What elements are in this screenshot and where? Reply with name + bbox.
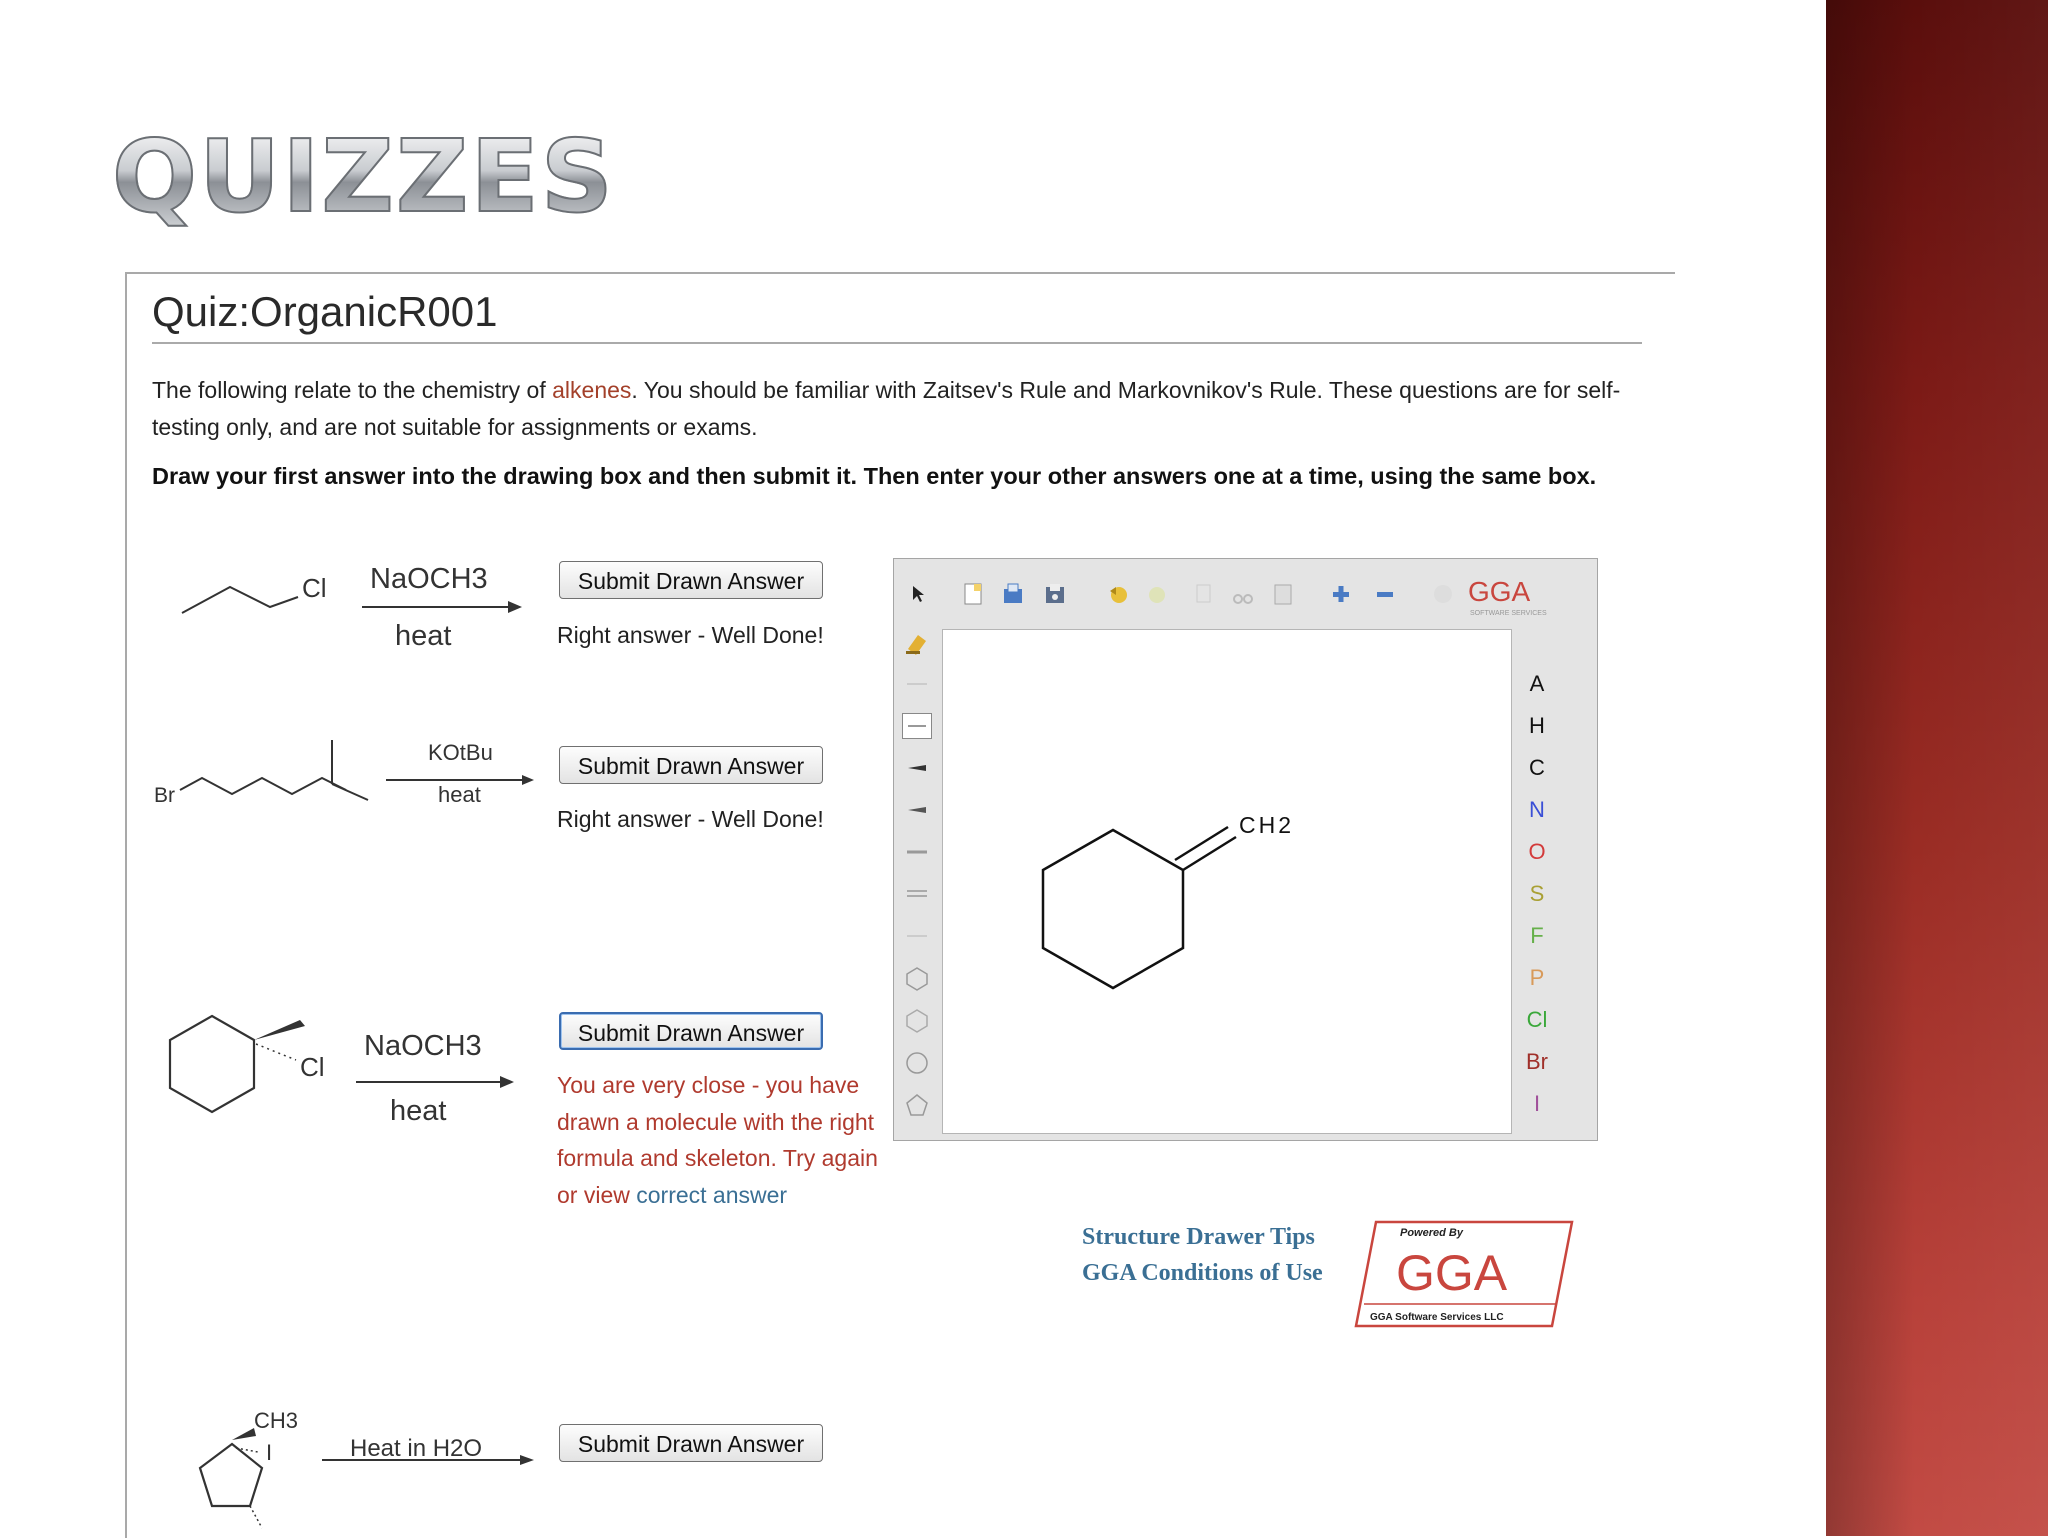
powered-by-text: Powered By — [1400, 1227, 1463, 1239]
drawing-canvas[interactable] — [942, 629, 1512, 1134]
question-4-reagent: Heat in H2O — [350, 1435, 483, 1462]
intro-text-after: . You should be familiar with Zaitsev's Rule and Markovnikov's Rule. These questions are for self-testing only, and are not suitable for assignments or exams. — [152, 377, 1621, 440]
eraser-icon[interactable] — [902, 629, 932, 655]
alkenes-link[interactable]: alkenes — [552, 377, 632, 403]
question-2-reaction — [150, 730, 540, 830]
question-2-condition: heat — [438, 782, 481, 807]
question-4-substituent: I — [266, 1440, 273, 1465]
copy-icon[interactable] — [1190, 581, 1216, 607]
save-file-icon[interactable] — [1042, 581, 1068, 607]
question-1-substituent: Cl — [302, 573, 327, 603]
powered-company-text: GGA Software Services LLC — [1370, 1312, 1504, 1323]
cyclohexane-template-icon[interactable] — [902, 1007, 932, 1033]
question-2-substituent: Br — [154, 784, 175, 807]
quiz-heading: Quiz:OrganicR001 — [152, 288, 498, 335]
structure-drawer-tips-link[interactable]: Structure Drawer Tips — [1082, 1224, 1315, 1250]
question-1-result: Right answer - Well Done! — [557, 622, 824, 648]
single-bond-tool-icon[interactable] — [902, 671, 932, 697]
cut-icon[interactable] — [1230, 581, 1256, 607]
powered-by-gga-logo — [1356, 1220, 1576, 1328]
redo-icon[interactable] — [1144, 581, 1170, 607]
gga-logo-subtitle: SOFTWARE SERVICES — [1470, 610, 1547, 617]
help-icon[interactable] — [1430, 581, 1456, 607]
submit-drawn-answer-button-2[interactable]: Submit Drawn Answer — [559, 746, 823, 784]
gga-logo-text: GGA — [1468, 576, 1531, 607]
element-button-p[interactable]: P — [1529, 965, 1545, 990]
question-3-condition: heat — [390, 1095, 447, 1127]
element-button-br[interactable]: Br — [1526, 1049, 1548, 1074]
zoom-in-icon[interactable] — [1328, 581, 1354, 607]
element-button-f[interactable]: F — [1530, 923, 1544, 948]
element-button-cl[interactable]: Cl — [1526, 1007, 1548, 1032]
submit-drawn-answer-button-1[interactable]: Submit Drawn Answer — [559, 561, 823, 599]
question-1-reaction — [170, 555, 550, 665]
question-3-reaction — [160, 1010, 530, 1150]
question-3-substituent: Cl — [300, 1052, 325, 1082]
hash-bond-tool-icon[interactable] — [902, 797, 932, 823]
powered-brand-text: GGA — [1396, 1245, 1508, 1301]
element-button-s[interactable]: S — [1529, 881, 1545, 906]
slide-title: QUIZZES — [112, 118, 615, 235]
open-file-icon[interactable] — [1000, 581, 1026, 607]
structure-drawer — [893, 558, 1598, 1141]
question-4-reaction — [150, 1410, 540, 1536]
drawn-molecule — [943, 630, 1513, 1135]
select-pointer-icon[interactable] — [904, 581, 930, 607]
intro-text-before: The following relate to the chemistry of — [152, 377, 553, 403]
question-1-reagent: NaOCH3 — [370, 563, 488, 595]
paste-icon[interactable] — [1270, 581, 1296, 607]
triple-bond-tool-icon[interactable] — [902, 881, 932, 907]
undo-icon[interactable] — [1106, 581, 1132, 607]
element-button-i[interactable]: I — [1533, 1091, 1541, 1116]
chain-tool-icon[interactable] — [902, 923, 932, 949]
canvas-label-ch2: CH2 — [1239, 812, 1295, 838]
element-button-h[interactable]: H — [1529, 713, 1545, 738]
submit-drawn-answer-button-3[interactable]: Submit Drawn Answer — [559, 1012, 823, 1050]
element-button-n[interactable]: N — [1529, 797, 1545, 822]
cyclopentane-template-icon[interactable] — [902, 1091, 932, 1117]
feedback-text: You are very close - you have drawn a molecule with the right formula and skeleton. Try again or view — [557, 1072, 878, 1208]
element-button-c[interactable]: C — [1529, 755, 1545, 780]
benzene-template-icon[interactable] — [902, 965, 932, 991]
new-document-icon[interactable] — [960, 581, 986, 607]
question-3-feedback — [557, 1067, 897, 1213]
cycloheptane-template-icon[interactable] — [902, 1049, 932, 1075]
selected-bond-tool-icon[interactable] — [902, 713, 932, 739]
question-2-reagent: KOtBu — [428, 740, 493, 765]
question-3-reagent: NaOCH3 — [364, 1030, 482, 1062]
submit-drawn-answer-button-4[interactable]: Submit Drawn Answer — [559, 1424, 823, 1462]
correct-answer-link[interactable]: correct answer — [636, 1181, 788, 1208]
slide-side-bar — [1826, 0, 2048, 1536]
zoom-out-icon[interactable] — [1372, 581, 1398, 607]
question-1-condition: heat — [395, 620, 452, 652]
element-button-o[interactable]: O — [1528, 839, 1546, 864]
question-4-substituent-top: CH3 — [254, 1408, 299, 1433]
element-button-a[interactable]: A — [1529, 671, 1545, 696]
gga-conditions-of-use-link[interactable]: GGA Conditions of Use — [1082, 1260, 1323, 1286]
heading-divider — [152, 342, 1642, 344]
wedge-bond-tool-icon[interactable] — [902, 755, 932, 781]
question-2-result: Right answer - Well Done! — [557, 806, 824, 832]
double-bond-tool-icon[interactable] — [902, 839, 932, 865]
quiz-instructions: Draw your first answer into the drawing box and then submit it. Then enter your other answers one at a time, using the same box. — [152, 463, 1597, 489]
quiz-intro — [152, 372, 1652, 446]
gga-logo — [1464, 571, 1547, 631]
